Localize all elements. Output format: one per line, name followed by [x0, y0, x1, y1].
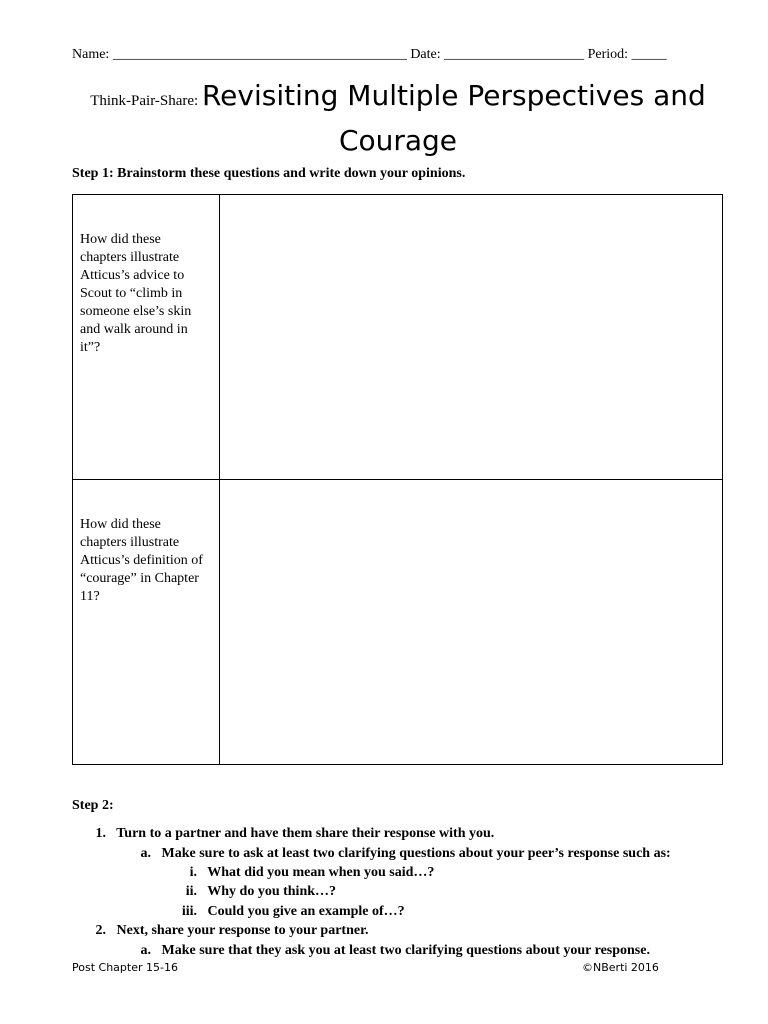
list-item: [172, 865, 434, 881]
question-cell: [73, 195, 220, 480]
brainstorm-table: [72, 194, 723, 765]
list-item-text: Why do you think…?: [207, 884, 337, 899]
list-item: [90, 826, 494, 842]
list-item-text: Make sure that they ask you at least two clarifying questions about your response.: [161, 943, 650, 958]
title-prefix: Think-Pair-Share:: [90, 93, 202, 109]
list-item: [90, 923, 369, 939]
question-cell: [73, 480, 220, 765]
list-item: [172, 904, 405, 920]
list-item-text: Next, share your response to your partner.: [116, 923, 369, 938]
step2-heading: Step 2:: [72, 798, 114, 813]
list-item-text: Turn to a partner and have them share their response with you.: [116, 826, 495, 841]
table-row: [73, 480, 723, 765]
list-marker: a.: [140, 943, 151, 958]
list-item-text: Make sure to ask at least two clarifying questions about your peer’s response such as:: [161, 846, 671, 861]
list-marker: ii.: [185, 884, 197, 899]
table-row: [73, 195, 723, 480]
list-item: [135, 943, 650, 959]
list-marker: 1.: [95, 826, 106, 841]
question-text: How did these chapters illustrate Atticus’s advice to Scout to “climb in someone else’s skin and walk around in it”?: [80, 232, 192, 355]
footer-left: Post Chapter 15-16: [72, 961, 178, 974]
list-marker: a.: [140, 846, 151, 861]
list-item-text: What did you mean when you said…?: [207, 865, 435, 880]
list-marker: iii.: [181, 904, 197, 919]
list-item-text: Could you give an example of…?: [207, 904, 405, 919]
question-text: How did these chapters illustrate Atticus’s definition of “courage” in Chapter 11?: [80, 517, 203, 604]
answer-cell[interactable]: [220, 195, 723, 480]
answer-cell[interactable]: [220, 480, 723, 765]
footer-right: ©NBerti 2016: [582, 961, 659, 974]
list-marker: 2.: [95, 923, 106, 938]
title-main: Revisiting Multiple Perspectives and Courage: [201, 79, 706, 157]
name-date-period-line: Name: __________________________________________ Date: ____________________ Period: _____: [72, 47, 667, 62]
page-title: [72, 76, 724, 166]
list-item: [135, 846, 671, 862]
list-marker: i.: [189, 865, 197, 880]
step1-heading: Step 1: Brainstorm these questions and write down your opinions.: [72, 166, 466, 181]
list-item: [172, 884, 336, 900]
